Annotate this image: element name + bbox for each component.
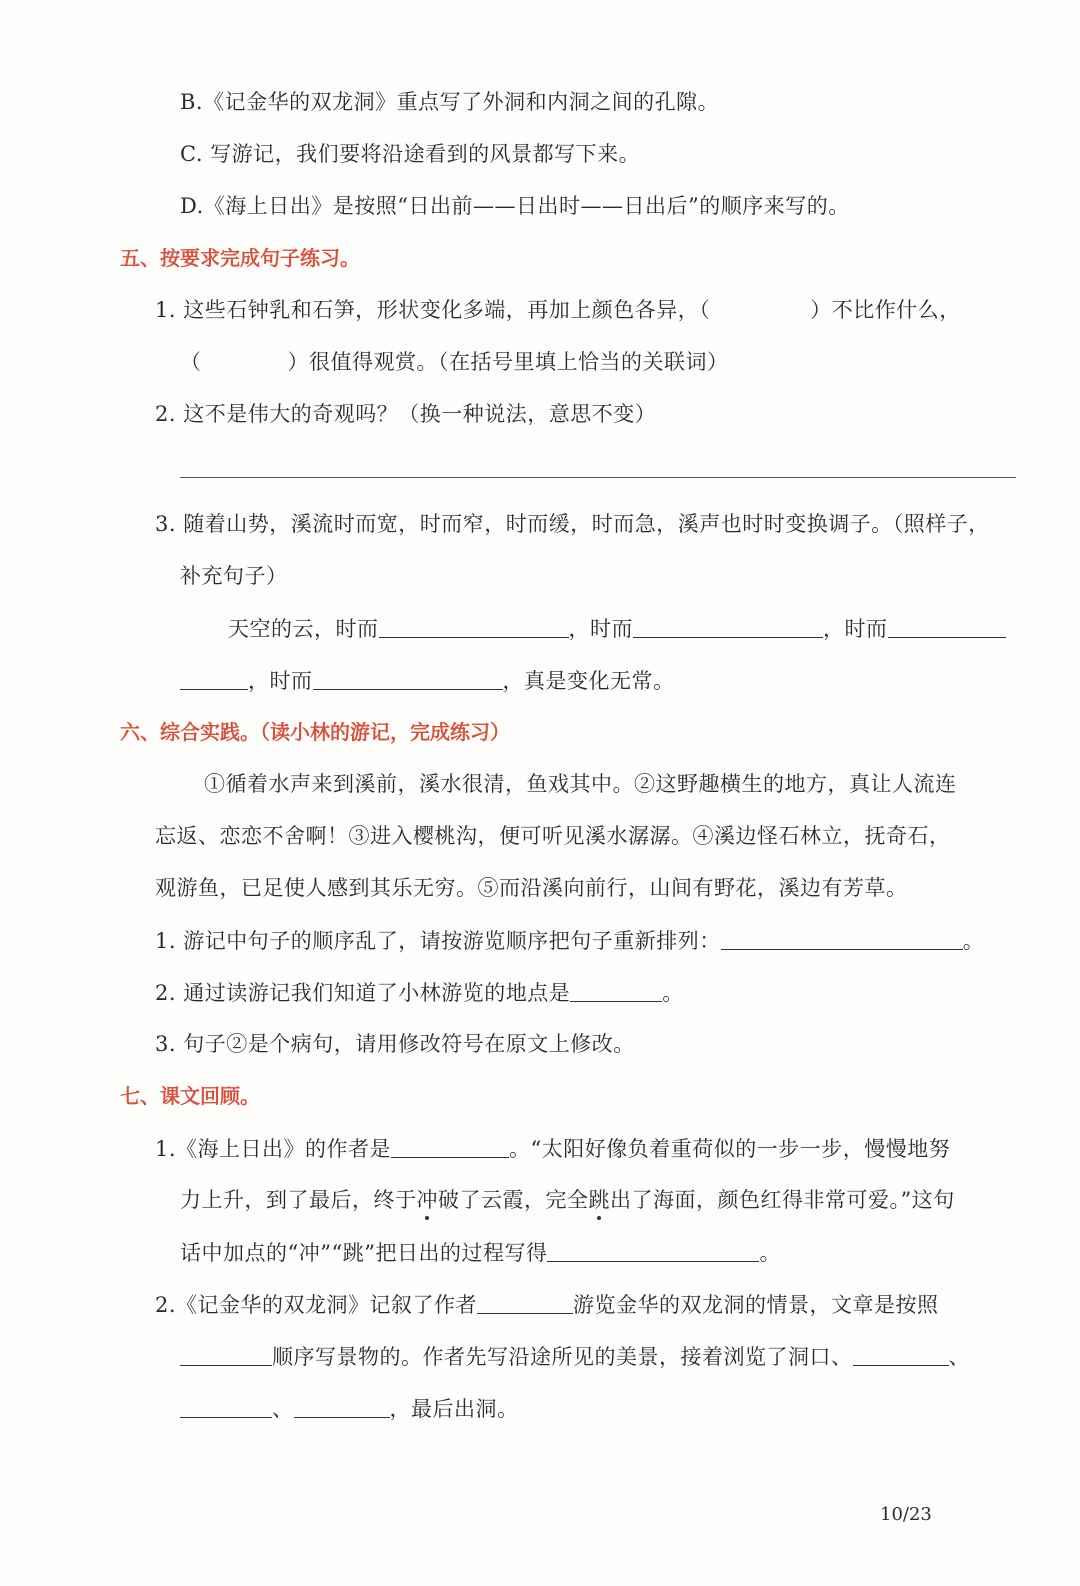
s7-q2-text-1: 2.《记金华的双龙洞》记叙了作者 bbox=[155, 1293, 478, 1317]
s7-q1-text-3: 力上升，到了最后，终于 bbox=[180, 1188, 417, 1212]
s5-q3-line1: 3. 随着山势，溪流时而宽，时而窄，时而缓，时而急，溪声也时时变换调子。（照样子， bbox=[155, 512, 990, 536]
s5-q3-blank-4[interactable] bbox=[313, 665, 503, 690]
s5-q1-text-d: ）很值得观赏。（在括号里填上恰当的关联词） bbox=[287, 350, 729, 374]
s6-q2 bbox=[155, 977, 684, 1008]
s5-q3-blank-3-cont[interactable] bbox=[180, 665, 248, 690]
s5-q2-answer-line[interactable] bbox=[180, 477, 1016, 478]
s6-passage-line1: ①循着水声来到溪前，溪水很清，鱼戏其中。②这野趣横生的地方，真让人流连 bbox=[204, 772, 957, 796]
s5-q1-line2 bbox=[180, 347, 729, 377]
s5-q3-blank-2[interactable] bbox=[633, 613, 823, 638]
s5-q3-text-1: 天空的云，时而 bbox=[228, 617, 379, 641]
s7-q2-text-5: 、 bbox=[272, 1397, 294, 1421]
section-5-title: 五、按要求完成句子练习。 bbox=[120, 246, 360, 270]
option-d: D.《海上日出》是按照“日出前——日出时——日出后”的顺序来写的。 bbox=[180, 194, 850, 218]
s6-q3: 3. 句子②是个病句，请用修改符号在原文上修改。 bbox=[155, 1032, 635, 1056]
s7-q1-line2 bbox=[180, 1185, 955, 1215]
section-7-title: 七、课文回顾。 bbox=[120, 1084, 260, 1108]
s6-q1 bbox=[155, 925, 984, 956]
s5-q3-line4 bbox=[180, 665, 675, 696]
section-6-title: 六、综合实践。（读小林的游记，完成练习） bbox=[120, 720, 510, 744]
s5-q3-blank-1[interactable] bbox=[379, 613, 569, 638]
s5-q1-text-b: ）不比作什么， bbox=[810, 298, 961, 322]
s6-q2-text: 2. 通过读游记我们知道了小林游览的地点是 bbox=[155, 981, 571, 1005]
s6-q2-end: 。 bbox=[662, 981, 684, 1005]
s5-q1-line1 bbox=[155, 295, 961, 325]
s6-passage-line2: 忘返、恋恋不舍啊！③进入樱桃沟，便可听见溪水潺潺。④溪边怪石林立，抚奇石， bbox=[155, 824, 951, 848]
s7-q1-line3 bbox=[180, 1237, 781, 1268]
s7-q2-text-4: 、 bbox=[948, 1345, 970, 1369]
s5-q3-text-3: ，时而 bbox=[823, 617, 888, 641]
s5-q3-line2: 补充句子） bbox=[180, 564, 288, 588]
s7-q2-blank-author[interactable] bbox=[477, 1289, 573, 1314]
s7-q1-text-6: 话中加点的“冲”“跳”把日出的过程写得 bbox=[180, 1241, 548, 1265]
s5-q1-text-a: 1. 这些石钟乳和石笋，形状变化多端，再加上颜色各异，（ bbox=[155, 298, 711, 322]
s6-q2-blank[interactable] bbox=[570, 977, 662, 1002]
s7-q2-line3 bbox=[180, 1393, 519, 1424]
s7-q1-blank-process[interactable] bbox=[547, 1237, 759, 1262]
s7-q1-dotted-chong: 冲 bbox=[416, 1188, 438, 1212]
page-number: 10/23 bbox=[880, 1504, 932, 1525]
s7-q1-text-2: 。“太阳好像负着重荷似的一步一步，慢慢地努 bbox=[509, 1137, 951, 1161]
s7-q1-text-1: 1.《海上日出》的作者是 bbox=[155, 1137, 392, 1161]
s7-q2-blank-place-1[interactable] bbox=[853, 1341, 949, 1366]
s6-passage-line3: 观游鱼，已足使人感到其乐无穷。⑤而沿溪向前行，山间有野花，溪边有芳草。 bbox=[155, 876, 908, 900]
option-b: B.《记金华的双龙洞》重点写了外洞和内洞之间的孔隙。 bbox=[180, 90, 720, 114]
s5-q3-blank-3[interactable] bbox=[888, 613, 1006, 638]
s6-q1-text: 1. 游记中句子的顺序乱了，请按游览顺序把句子重新排列： bbox=[155, 929, 721, 953]
s5-q3-text-5: ，真是变化无常。 bbox=[502, 669, 675, 693]
s7-q1-text-4: 破了云霞，完全 bbox=[438, 1188, 589, 1212]
s6-q1-blank[interactable] bbox=[721, 925, 963, 950]
s7-q2-line1 bbox=[155, 1289, 939, 1320]
s7-q1-text-5: 出了海面，颜色红得非常可爱。”这句 bbox=[610, 1188, 955, 1212]
s5-q2: 2. 这不是伟大的奇观吗？（换一种说法，意思不变） bbox=[155, 402, 657, 426]
s7-q2-blank-place-3[interactable] bbox=[294, 1393, 390, 1418]
s7-q1-dotted-tiao: 跳 bbox=[588, 1188, 610, 1212]
s7-q2-text-3: 顺序写景物的。作者先写沿途所见的美景，接着浏览了洞口、 bbox=[272, 1345, 853, 1369]
s5-q3-text-4: ，时而 bbox=[248, 669, 313, 693]
s7-q2-line2 bbox=[180, 1341, 970, 1372]
s5-q3-line3 bbox=[228, 613, 1006, 644]
s7-q2-text-2: 游览金华的双龙洞的情景，文章是按照 bbox=[573, 1293, 939, 1317]
s5-q3-text-2: ，时而 bbox=[568, 617, 633, 641]
s6-q1-end: 。 bbox=[962, 929, 985, 953]
s7-q2-text-6: ，最后出洞。 bbox=[389, 1397, 519, 1421]
s7-q2-blank-place-2[interactable] bbox=[180, 1393, 272, 1418]
s7-q2-blank-order[interactable] bbox=[180, 1341, 272, 1366]
s5-q1-text-c: （ bbox=[180, 350, 202, 374]
option-c: C. 写游记，我们要将沿途看到的风景都写下来。 bbox=[180, 142, 641, 166]
s7-q1-blank-author[interactable] bbox=[391, 1133, 509, 1158]
s7-q1-text-7: 。 bbox=[759, 1241, 781, 1265]
s7-q1-line1 bbox=[155, 1133, 950, 1164]
